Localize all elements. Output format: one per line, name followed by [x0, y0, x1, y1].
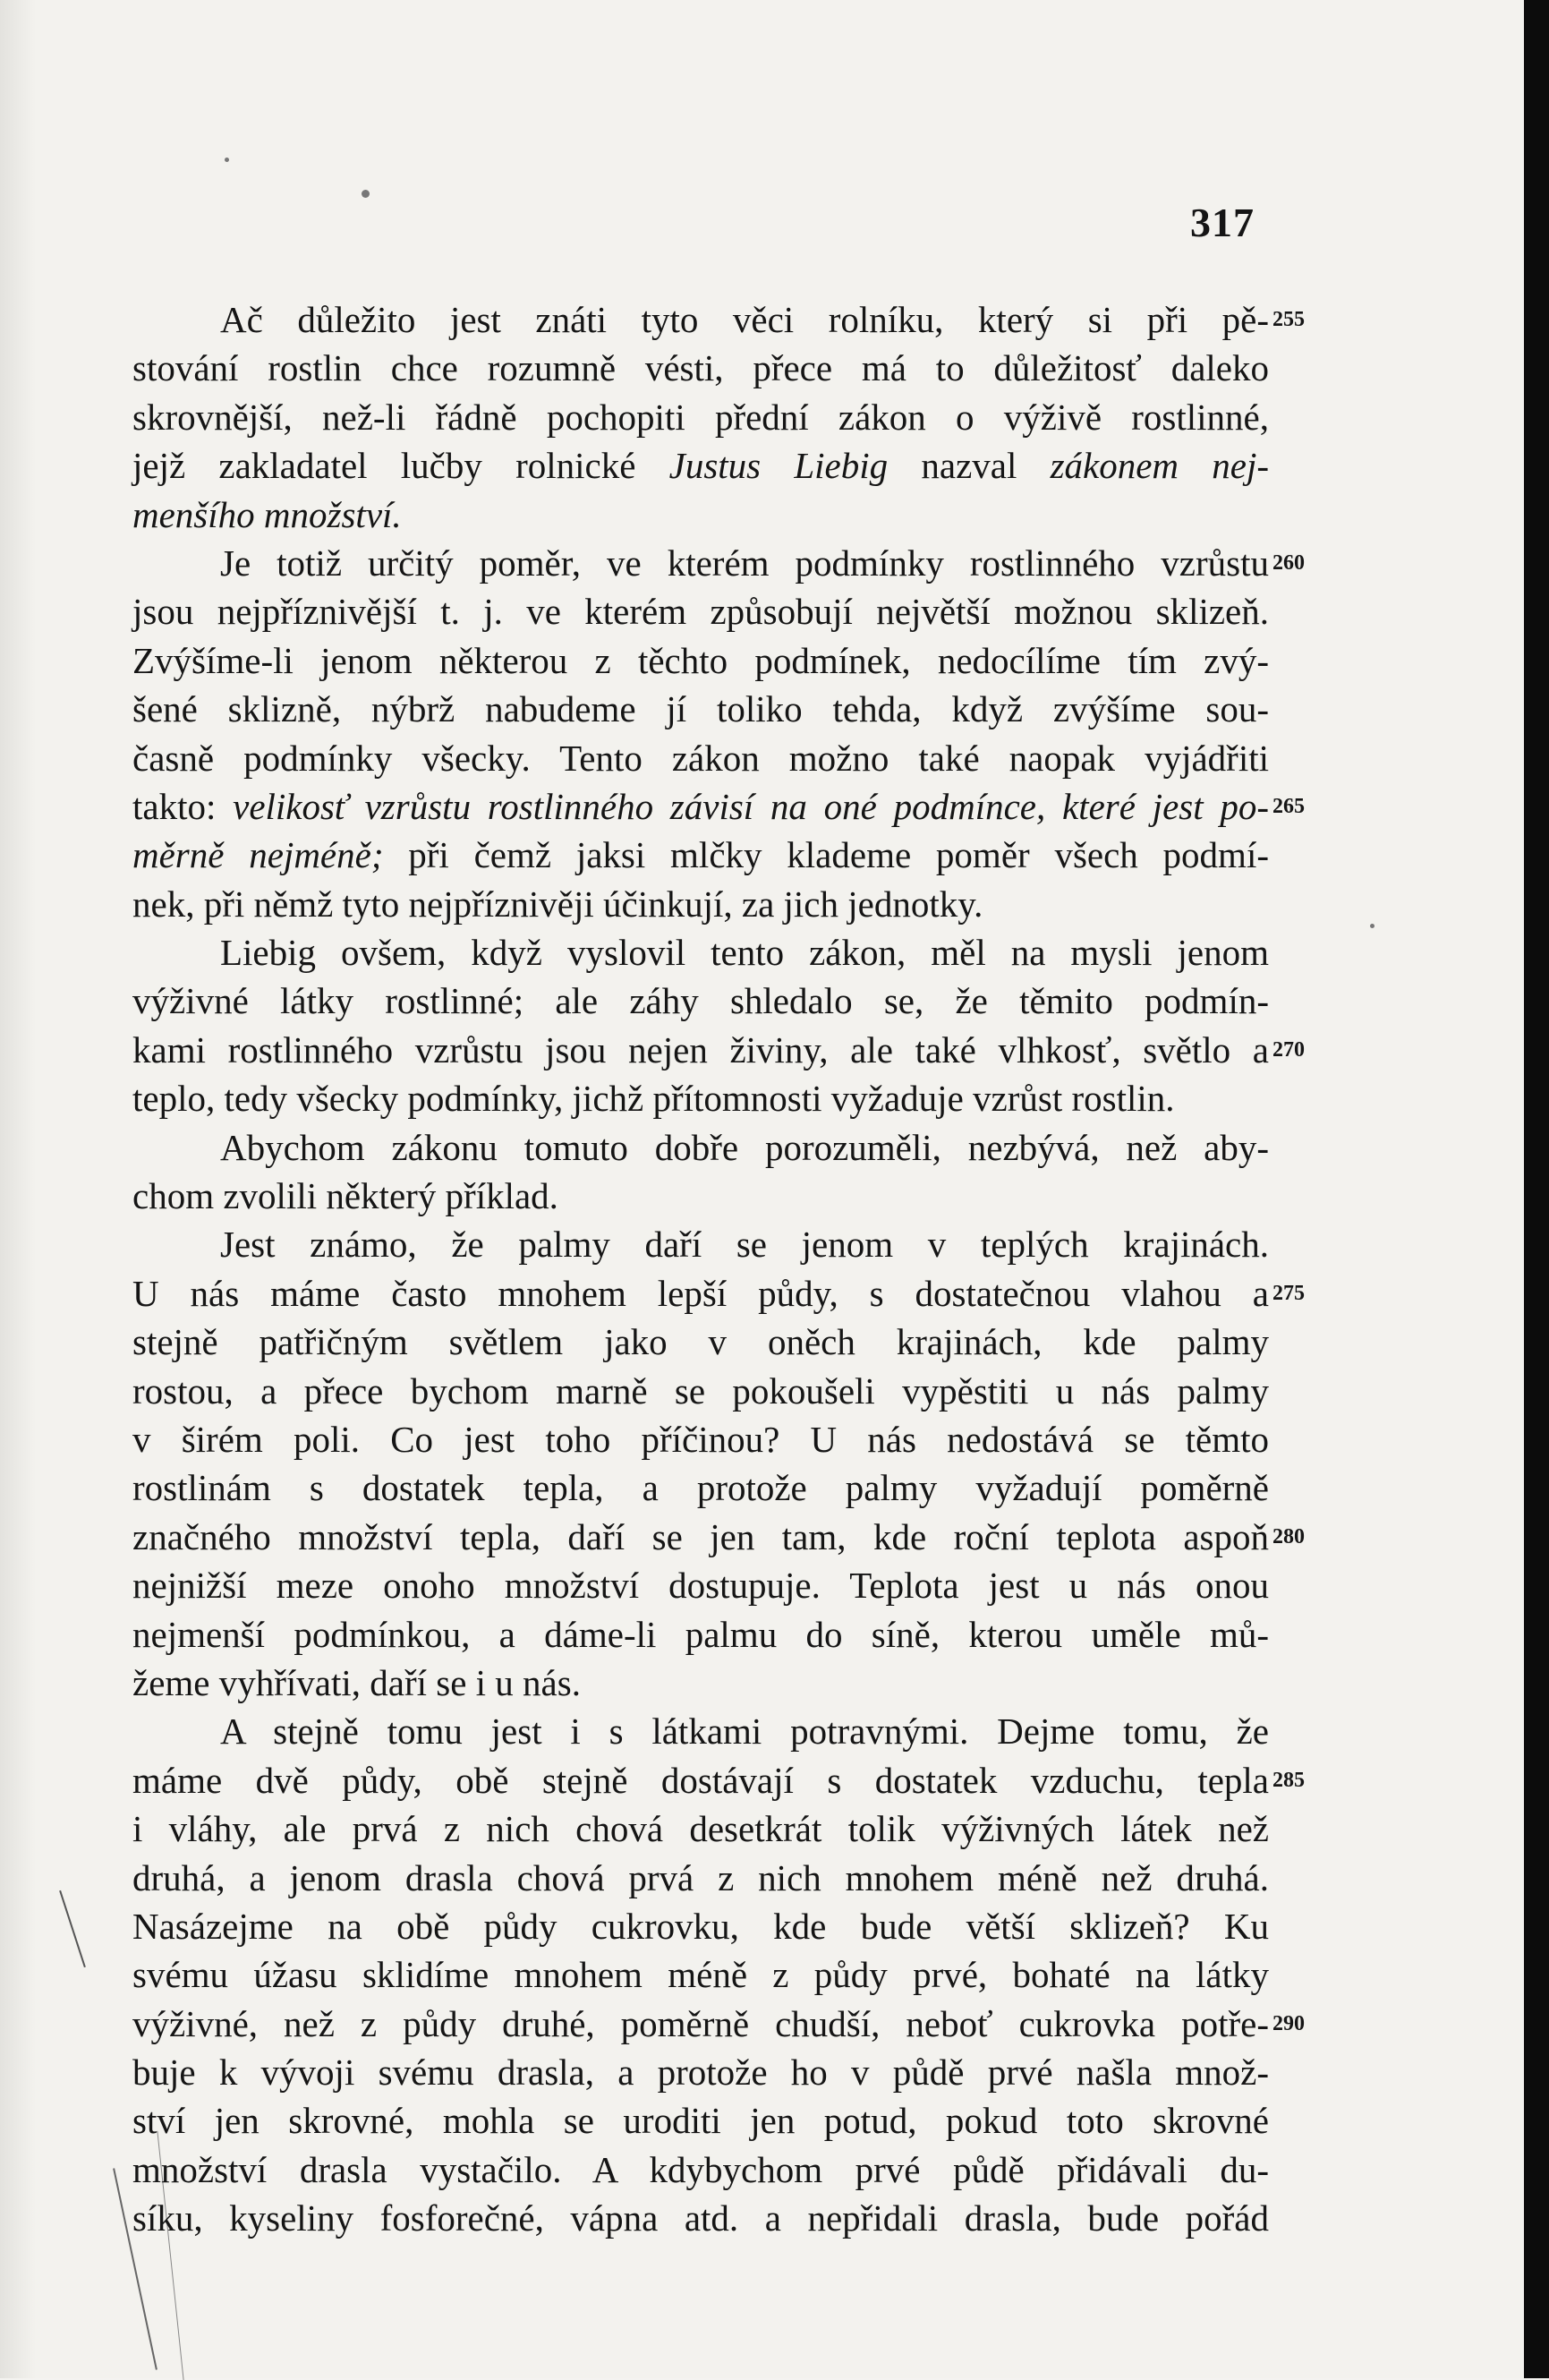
line-text: nejnižší meze onoho množství dostupuje. Teplota jest u nás onou [132, 1565, 1269, 1607]
text-line [132, 491, 1269, 539]
margin-line-number: 280 [1272, 1525, 1305, 1548]
dust-speck [225, 158, 229, 162]
line-text: jejž zakladatel lučby rolnické [132, 445, 636, 487]
line-text: síku, kyseliny fosforečné, vápna atd. a nepřidali drasla, bude pořád [132, 2197, 1269, 2239]
text-line [132, 344, 1269, 392]
italic-text: velikosť vzrůstu rostlinného závisí na oné podmínce, které jest po- [233, 785, 1270, 827]
text-line [132, 2000, 1269, 2048]
text-line [132, 1707, 1269, 1755]
line-text: máme dvě půdy, obě stejně dostávají s dostatek vzduchu, tepla [132, 1759, 1269, 1801]
line-text: U nás máme často mnohem lepší půdy, s dostatečnou vlahou a [132, 1272, 1269, 1314]
text-line [132, 2145, 1269, 2194]
text-line [132, 1123, 1269, 1172]
line-text: nazval [921, 445, 1017, 487]
text-line [132, 1610, 1269, 1659]
line-text: Ač důležito jest znáti tyto věci rolníku, který si při pě- [220, 299, 1269, 340]
italic-text: Justus Liebig [668, 445, 889, 487]
line-text: rostou, a přece bychom marně se pokoušeli vypěstiti u nás palmy [132, 1369, 1269, 1412]
line-text: v širém poli. Co jest toho příčinou? U nás nedostává se těmto [132, 1418, 1269, 1460]
line-text: žeme vyhřívati, daří se i u nás. [132, 1661, 581, 1703]
text-line [132, 1659, 1269, 1707]
margin-line-number: 285 [1272, 1769, 1305, 1792]
text-line [132, 2194, 1269, 2242]
dust-speck [1370, 924, 1375, 928]
text-line [132, 636, 1269, 685]
line-text: teplo, tedy všecky podmínky, jichž přítomnosti vyžaduje vzrůst rostlin. [132, 1078, 1175, 1120]
line-text: časně podmínky všecky. Tento zákon možno také naopak vyjádřiti [132, 737, 1269, 779]
text-line [132, 539, 1269, 587]
line-text: značného množství tepla, daří se jen tam, kde roční teplota aspoň [132, 1515, 1269, 1557]
right-scan-edge [1524, 0, 1549, 2378]
text-line [132, 1513, 1269, 1561]
text-line [132, 734, 1269, 782]
text-line [132, 1269, 1269, 1318]
text-line [132, 1415, 1269, 1463]
line-text: A stejně tomu jest i s látkami potravnými. Dejme tomu, že [220, 1710, 1269, 1753]
line-text: množství drasla vystačilo. A kdybychom prvé půdě přidávali du- [132, 2148, 1269, 2190]
line-text: i vláhy, ale prvá z nich chová desetkrát tolik výživných látek než [132, 1808, 1269, 1850]
text-line [132, 831, 1269, 879]
line-text: nejmenší podmínkou, a dáme-li palmu do síně, kterou uměle mů- [132, 1613, 1269, 1655]
text-line [132, 1804, 1269, 1853]
left-page-shadow [0, 0, 36, 2378]
text-line [132, 1950, 1269, 1999]
text-line [132, 1220, 1269, 1268]
text-line [132, 880, 1269, 928]
margin-line-number: 275 [1272, 1282, 1305, 1305]
text-line [132, 1172, 1269, 1220]
text-line [132, 1367, 1269, 1415]
line-text: jsou nejpříznivější t. j. ve kterém způsobují největší možnou sklizeň. [132, 591, 1269, 633]
line-text: šené sklizně, nýbrž nabudeme jí toliko tehda, když zvýšíme sou- [132, 688, 1269, 730]
page-number: 317 [1190, 200, 1255, 245]
line-text: svému úžasu sklidíme mnohem méně z půdy prvé, bohaté na látky [132, 1954, 1269, 1996]
text-line [132, 1561, 1269, 1609]
margin-line-number: 290 [1272, 2012, 1305, 2035]
line-text: skrovnější, než-li řádně pochopiti přední zákon o výživě rostlinné, [132, 396, 1269, 438]
line-text: ství jen skrovné, mohla se uroditi jen potud, pokud toto skrovné [132, 2100, 1269, 2142]
text-line [132, 1026, 1269, 1074]
text-line [132, 1854, 1269, 1902]
text-line [132, 1756, 1269, 1804]
text-line [132, 393, 1269, 441]
text-line [132, 685, 1269, 733]
italic-text: menšího množství. [132, 493, 402, 535]
text-line [132, 977, 1269, 1025]
text-line [132, 928, 1269, 977]
text-line [132, 295, 1269, 344]
line-text: stování rostlin chce rozumně vésti, přece má to důležitosť daleko [132, 347, 1269, 389]
line-text: Abychom zákonu tomuto dobře porozuměli, nezbývá, než aby- [220, 1126, 1269, 1168]
line-text: nek, při němž tyto nejpříznivěji účinkují, za jich jednotky. [132, 883, 983, 925]
dust-speck [362, 190, 370, 198]
text-line [132, 1463, 1269, 1512]
text-line [132, 782, 1269, 831]
text-line [132, 2096, 1269, 2145]
margin-line-number: 265 [1272, 795, 1305, 818]
line-text: při čemž jaksi mlčky klademe poměr všech podmí- [408, 834, 1269, 876]
line-text: druhá, a jenom drasla chová prvá z nich mnohem méně než druhá. [132, 1856, 1269, 1898]
line-text: Nasázejme na obě půdy cukrovku, kde bude větší sklizeň? Ku [132, 1905, 1269, 1947]
italic-text: zákonem nej- [1050, 445, 1269, 487]
text-line [132, 1318, 1269, 1366]
line-text: výživné látky rostlinné; ale záhy shledalo se, že těmito podmín- [132, 980, 1269, 1022]
line-text: rostlinám s dostatek tepla, a protože palmy vyžadují poměrně [132, 1467, 1269, 1509]
line-text: Je totiž určitý poměr, ve kterém podmínky rostlinného vzrůstu [220, 542, 1269, 584]
body-text [132, 295, 1269, 2243]
text-line [132, 2048, 1269, 2096]
margin-line-number: 270 [1272, 1038, 1305, 1062]
margin-line-number: 255 [1272, 308, 1305, 331]
line-text: Liebig ovšem, když vyslovil tento zákon, měl na mysli jenom [220, 932, 1269, 974]
line-text: výživné, než z půdy druhé, poměrně chudší, neboť cukrovka potře- [132, 2002, 1269, 2044]
line-text: Zvýšíme-li jenom některou z těchto podmínek, nedocílíme tím zvý- [132, 639, 1269, 681]
text-line [132, 1902, 1269, 1950]
line-text: takto: [132, 785, 217, 827]
text-line [132, 441, 1269, 490]
line-text: buje k vývoji svému drasla, a protože ho v půdě prvé našla množ- [132, 2052, 1269, 2094]
text-line [132, 587, 1269, 636]
margin-line-number: 260 [1272, 551, 1305, 575]
italic-text: měrně nejméně; [132, 834, 384, 876]
line-text: stejně patřičným světlem jako v oněch krajinách, kde palmy [132, 1321, 1269, 1363]
line-text: chom zvolili některý příklad. [132, 1175, 558, 1217]
text-line [132, 1074, 1269, 1122]
scan-scratch [59, 1890, 86, 1967]
line-text: Jest známo, že palmy daří se jenom v teplých krajinách. [220, 1224, 1269, 1266]
line-text: kami rostlinného vzrůstu jsou nejen živiny, ale také vlhkosť, světlo a [132, 1028, 1269, 1071]
